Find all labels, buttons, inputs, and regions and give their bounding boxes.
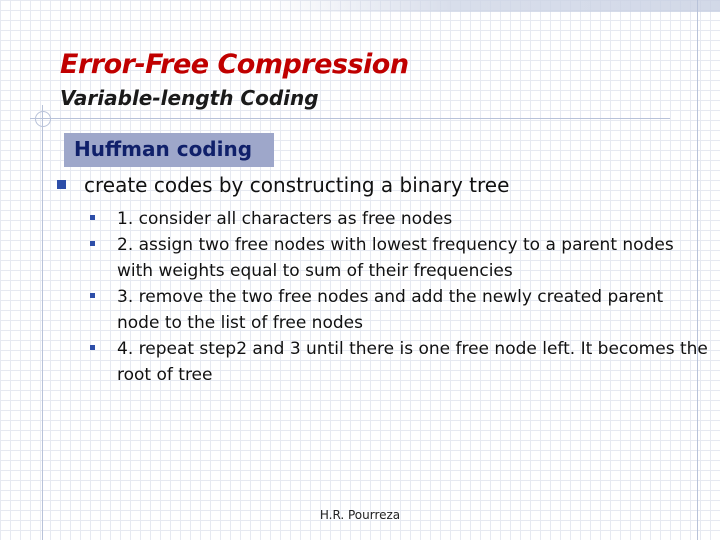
slide-subtitle: Variable-length Coding <box>60 86 319 110</box>
list-item <box>90 232 710 284</box>
list-item <box>90 336 710 388</box>
footer-author: H.R. Pourreza <box>319 508 401 522</box>
square-bullet-icon <box>57 180 66 189</box>
square-bullet-icon <box>90 215 95 220</box>
left-guide-line <box>42 105 43 540</box>
section-heading: Huffman coding <box>64 133 274 167</box>
step-text: 2. assign two free nodes with lowest frequency to a parent nodes with weights equal to sum of their frequencies <box>117 235 674 281</box>
square-bullet-icon <box>90 241 95 246</box>
title-divider-line <box>30 118 670 119</box>
square-bullet-icon <box>90 293 95 298</box>
step-text: 3. remove the two free nodes and add the newly created parent node to the list of free nodes <box>117 287 664 333</box>
list-item <box>90 206 710 232</box>
list-item <box>90 284 710 336</box>
main-bullet-text: create codes by constructing a binary tree <box>84 173 510 197</box>
step-text: 1. consider all characters as free nodes <box>117 209 453 229</box>
footer <box>0 508 720 522</box>
step-text: 4. repeat step2 and 3 until there is one free node left. It becomes the root of tree <box>117 339 708 385</box>
steps-list <box>90 206 710 388</box>
crosshair-circle-icon <box>35 111 51 127</box>
slide-title: Error-Free Compression <box>60 49 409 80</box>
top-decorative-band <box>270 0 720 12</box>
square-bullet-icon <box>90 345 95 350</box>
